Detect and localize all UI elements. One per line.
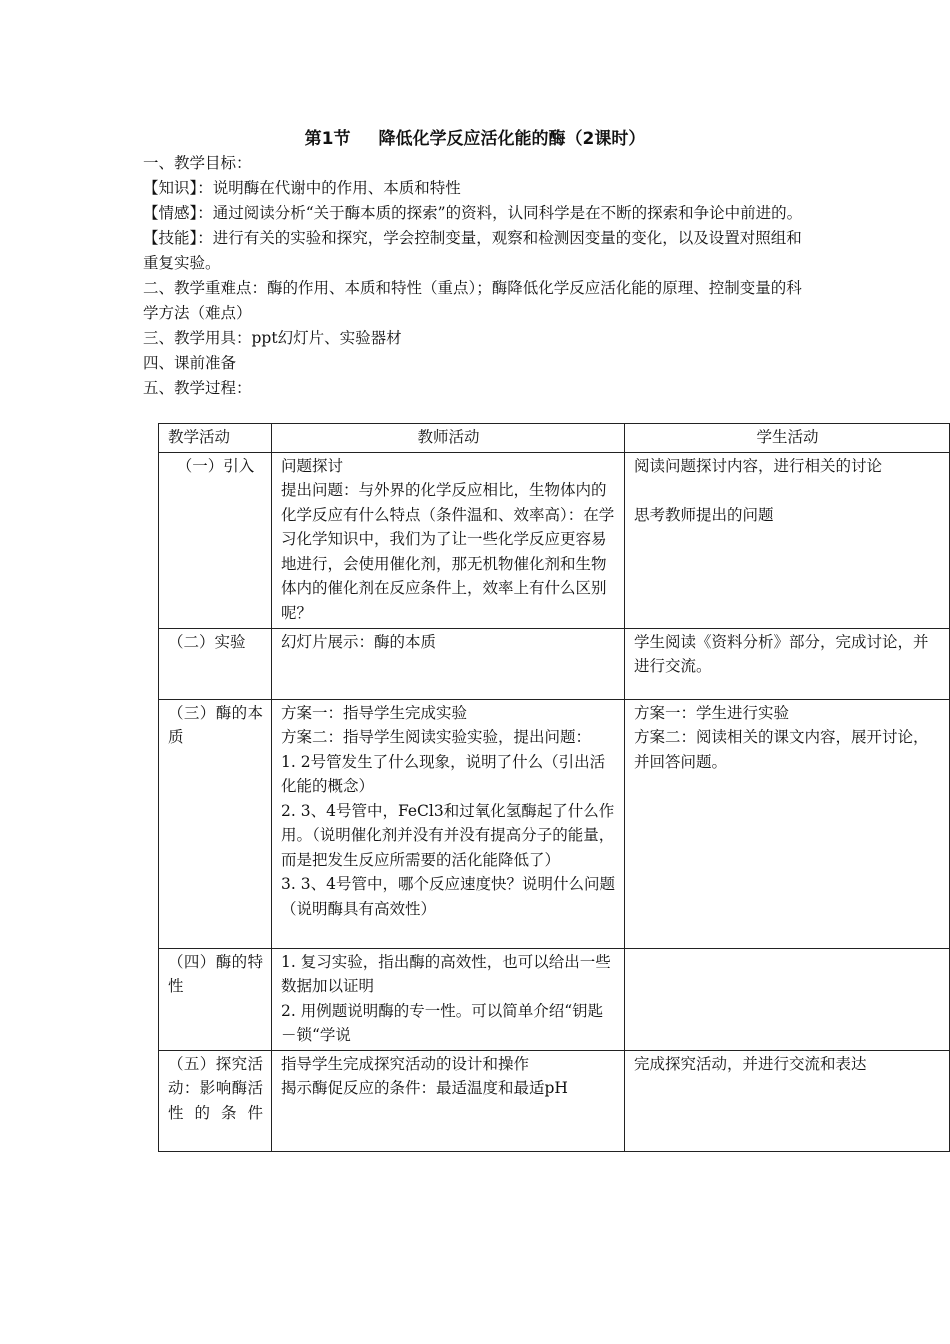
student-line: 学生阅读《资料分析》部分，完成讨论，并进行交流。 — [634, 632, 929, 675]
activity-cell: （二）实验 — [159, 628, 272, 699]
objective-emotion: 【情感】：通过阅读分析“关于酶本质的探索”的资料，认同科学是在不断的探索和争论中前进的。 — [143, 204, 803, 222]
objective-knowledge: 【知识】：说明酶在代谢中的作用、本质和特性 — [143, 179, 461, 197]
objective-skill: 【技能】：进行有关的实验和探究，学会控制变量，观察和检测因变量的变化，以及设置对照组和重复实验。 — [143, 229, 802, 272]
teacher-line: 指导学生完成探究活动的设计和操作 — [281, 1054, 530, 1073]
teacher-cell — [272, 452, 625, 628]
table-row — [159, 452, 950, 628]
lesson-name: 降低化学反应活化能的酶（2课时） — [378, 129, 646, 149]
table-row — [159, 1050, 950, 1151]
student-line: 完成探究活动，并进行交流和表达 — [634, 1054, 867, 1073]
teacher-line: 方案一：指导学生完成实验 — [281, 703, 468, 722]
table-header-row — [159, 424, 950, 453]
objectives-heading: 一、教学目标： — [143, 154, 252, 172]
student-line: 方案二：阅读相关的课文内容，展开讨论，并回答问题。 — [634, 728, 929, 771]
teaching-process-table — [158, 423, 950, 1152]
table-row — [159, 628, 950, 699]
student-cell — [625, 628, 950, 699]
teacher-line: 方案二：指导学生阅读实验实验，提出问题： — [281, 728, 592, 746]
activity-cell: （四）酶的特性 — [159, 948, 272, 1050]
header-activity: 教学活动 — [159, 424, 272, 453]
teacher-cell — [272, 628, 625, 699]
student-cell — [625, 1050, 950, 1151]
student-blank-line — [634, 478, 941, 503]
table-row — [159, 948, 950, 1050]
header-student: 学生活动 — [625, 424, 950, 453]
lesson-intro — [143, 151, 808, 401]
preparation: 四、课前准备 — [143, 354, 237, 372]
header-teacher: 教师活动 — [272, 424, 625, 453]
section-number: 第1节 — [304, 129, 351, 149]
teacher-line: 3. 3、4号管中，哪个反应速度快？说明什么问题（说明酶具有高效性） — [281, 875, 615, 918]
teacher-line: 1. 2号管发生了什么现象，说明了什么（引出活化能的概念） — [281, 752, 606, 795]
student-cell — [625, 452, 950, 628]
teacher-cell — [272, 948, 625, 1050]
activity-cell: （一）引入 — [159, 452, 272, 628]
teacher-line: 1. 复习实验，指出酶的高效性，也可以给出一些数据加以证明 — [281, 952, 611, 995]
teacher-line: 问题探讨 — [281, 456, 344, 475]
teacher-line: 2. 3、4号管中，FeCl3和过氧化氢酶起了什么作用。（说明催化剂并没有并没有提高分子的能量，而是把发生反应所需要的活化能降低了） — [281, 801, 615, 869]
student-line: 方案一：学生进行实验 — [634, 703, 790, 722]
teacher-line: 揭示酶促反应的条件：最适温度和最适pH — [281, 1079, 568, 1097]
teacher-line: 提出问题：与外界的化学反应相比，生物体内的化学反应有什么特点（条件温和、效率高）：在学习化学知识中，我们为了让一些化学反应更容易地进行，会使用催化剂，那无机物催化剂和生物体内的催化剂在反应条件上，效率上有什么区别呢？ — [281, 481, 615, 622]
teaching-tools: 三、教学用具：ppt幻灯片、实验器材 — [143, 329, 402, 347]
activity-cell: （三）酶的本质 — [159, 699, 272, 948]
student-line: 思考教师提出的问题 — [634, 505, 774, 524]
lesson-title — [0, 127, 950, 151]
key-difficult-points: 二、教学重难点：酶的作用、本质和特性（重点）；酶降低化学反应活化能的原理、控制变量的科学方法（难点） — [143, 279, 802, 322]
student-cell — [625, 699, 950, 948]
activity-cell: （五）探究活动：影响酶活性的条件 — [159, 1050, 272, 1151]
table-row — [159, 699, 950, 948]
teacher-cell — [272, 699, 625, 948]
student-cell — [625, 948, 950, 1050]
process-heading: 五、教学过程： — [143, 379, 252, 397]
teacher-line: 2. 用例题说明酶的专一性。可以简单介绍“钥匙－锁“学说 — [281, 1001, 604, 1044]
teacher-line: 幻灯片展示：酶的本质 — [281, 632, 437, 651]
teacher-cell — [272, 1050, 625, 1151]
student-line: 阅读问题探讨内容，进行相关的讨论 — [634, 456, 883, 475]
